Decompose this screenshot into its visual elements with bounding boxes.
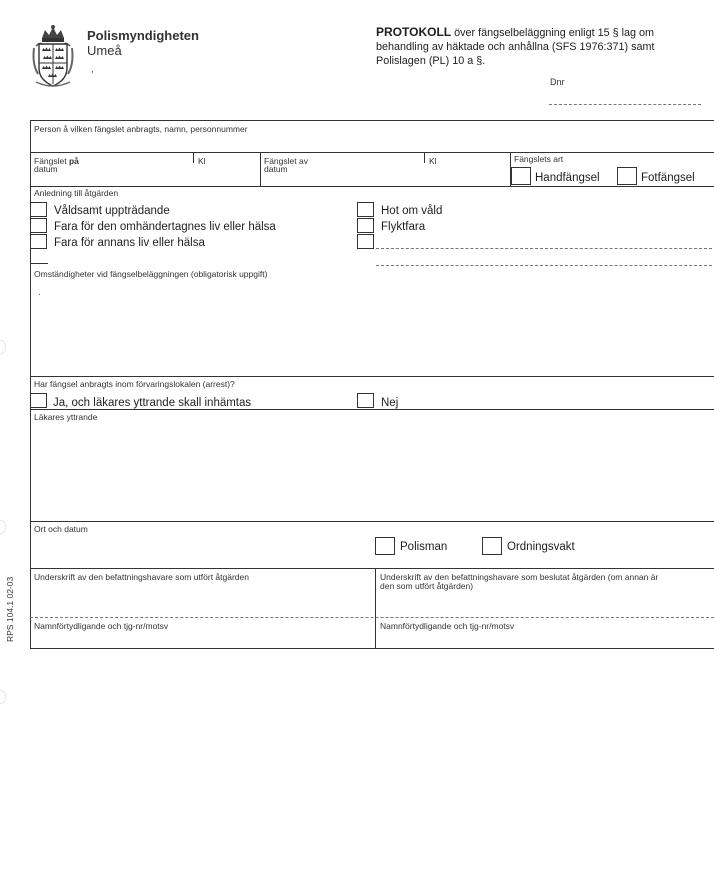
valdsamt-label: Våldsamt uppträdande (54, 205, 170, 217)
form-left-border (30, 120, 31, 649)
custody-no-checkbox[interactable] (357, 393, 374, 408)
fangslet-av-label: Fängslet av (264, 156, 308, 166)
hot-om-vald-label: Hot om våld (381, 205, 443, 217)
circumstances-field[interactable] (31, 282, 711, 374)
handfangsel-label: Handfängsel (535, 172, 600, 184)
fara-annans-checkbox[interactable] (30, 234, 47, 249)
doctor-label: Läkares yttrande (34, 412, 98, 422)
fotfangsel-label: Fotfängsel (641, 172, 695, 184)
divider (260, 153, 261, 186)
divider (30, 568, 714, 569)
name-right-label: Namnförtydligande och tjg-nr/motsv (380, 621, 515, 631)
punch-hole (0, 520, 6, 534)
person-field[interactable] (31, 136, 711, 152)
hot-om-vald-checkbox[interactable] (357, 202, 374, 217)
kl-label: Kl (198, 156, 206, 166)
ordningsvakt-checkbox[interactable] (482, 537, 502, 555)
fara-annans-label: Fara för annans liv eller hälsa (54, 237, 205, 249)
form-top-border (30, 120, 714, 121)
flyktfara-checkbox[interactable] (357, 218, 374, 233)
circumstances-label: Omständigheter vid fängselbeläggningen (obligatorisk uppgift) (34, 269, 268, 279)
divider (30, 152, 714, 153)
datum-label: datum (264, 164, 288, 174)
divider (30, 409, 714, 410)
protocol-title (376, 25, 655, 68)
divider (30, 263, 48, 264)
divider (30, 617, 714, 618)
speck: · (38, 289, 41, 299)
form-code: RPS 104.1 02-03 (5, 576, 15, 642)
name-left-label: Namnförtydligande och tjg-nr/motsv (34, 621, 169, 631)
tick (424, 153, 425, 163)
valdsamt-checkbox[interactable] (30, 202, 47, 217)
police-emblem-icon (30, 24, 76, 90)
divider (30, 521, 714, 522)
doctor-field[interactable] (31, 424, 711, 519)
fangslets-art-label: Fängslets art (514, 154, 564, 164)
form-bottom-border (30, 648, 714, 649)
fara-omhandertagnes-label: Fara för den omhändertagnes liv eller hälsa (54, 221, 276, 233)
polisman-label: Polisman (400, 541, 448, 553)
stray-mark: , (91, 64, 94, 75)
fara-omhandertagnes-checkbox[interactable] (30, 218, 47, 233)
signature-left-label: Underskrift av den befattningshavare som utfört åtgärden (34, 572, 249, 582)
signature-right-label-2: den som utfört åtgärden) (380, 581, 474, 591)
custody-no-label: Nej (381, 397, 399, 409)
divider (30, 186, 714, 187)
place-date-label: Ort och datum (34, 524, 88, 534)
dnr-label: Dnr (550, 77, 565, 87)
fangslet-pa-label: Fängslet på (34, 156, 79, 166)
kl-label: Kl (429, 156, 437, 166)
org-name: Polismyndigheten (87, 28, 199, 43)
ordningsvakt-label: Ordningsvakt (507, 541, 575, 553)
protocol-line2: behandling av häktade och anhållna (SFS 1976:371) samt (376, 41, 655, 53)
divider (30, 376, 714, 377)
custody-yes-label: Ja, och läkares yttrande skall inhämtas (53, 397, 252, 409)
org-city: Umeå (87, 43, 122, 58)
handfangsel-checkbox[interactable] (511, 167, 531, 185)
protocol-bold: PROTOKOLL (376, 25, 452, 39)
signature-left-field[interactable] (31, 590, 374, 617)
custody-question: Har fängsel anbragts inom förvaringslokalen (arrest)? (34, 379, 235, 389)
protocol-line1: över fängselbeläggning enligt 15 § lag om (451, 27, 655, 39)
dnr-line[interactable] (549, 104, 701, 105)
other-reason-line[interactable] (376, 265, 712, 266)
signature-right-label-1: Underskrift av den befattningshavare som beslutat åtgärden (om annan är (380, 572, 659, 582)
datum-label: datum (34, 164, 58, 174)
protocol-line3: Polislagen (PL) 10 a §. (376, 55, 486, 67)
person-label: Person å vilken fängslet anbragts, namn, personnummer (34, 124, 248, 134)
reason-label: Anledning till åtgärden (34, 188, 119, 198)
flyktfara-label: Flyktfara (381, 221, 426, 233)
punch-hole (0, 690, 6, 704)
signature-right-field[interactable] (376, 592, 712, 617)
tick (193, 153, 194, 163)
other-reason-line[interactable] (376, 248, 712, 249)
custody-yes-checkbox[interactable] (30, 393, 47, 408)
fotfangsel-checkbox[interactable] (617, 167, 637, 185)
polisman-checkbox[interactable] (375, 537, 395, 555)
other-reason-checkbox[interactable] (357, 234, 374, 249)
punch-hole (0, 340, 6, 354)
